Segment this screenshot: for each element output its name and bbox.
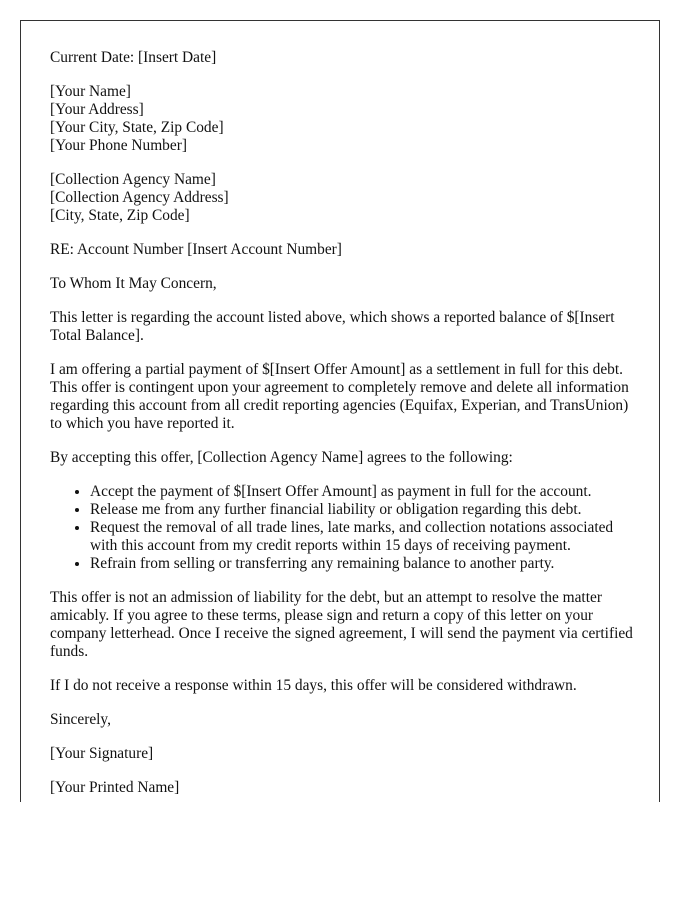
- current-date: Current Date: [Insert Date]: [50, 49, 217, 66]
- salutation: To Whom It May Concern,: [50, 275, 217, 292]
- paragraph-terms-intro: By accepting this offer, [Collection Agency Name] agrees to the following:: [50, 449, 513, 466]
- paragraph-balance: This letter is regarding the account listed above, which shows a reported balance of $[Insert Total Balance].: [50, 309, 615, 344]
- terms-list: [50, 483, 640, 573]
- sender-city: [Your City, State, Zip Code]: [50, 119, 224, 136]
- paragraph-offer: I am offering a partial payment of $[Insert Offer Amount] as a settlement in full for this debt. This offer is contingent upon your agreement to completely remove and delete all information regarding this account from all credit reporting agencies (Equifax, Experian, and TransUnion) to which you have reported it.: [50, 361, 629, 432]
- re-line: RE: Account Number [Insert Account Number]: [50, 241, 342, 258]
- recipient-address: [50, 171, 640, 225]
- signature: [Your Signature]: [50, 745, 154, 762]
- letter-content: [50, 49, 640, 802]
- sender-address: [50, 83, 640, 155]
- paragraph-deadline: If I do not receive a response within 15 days, this offer will be considered withdrawn.: [50, 677, 577, 694]
- term-item: • Refrain from selling or transferring any remaining balance to another party.: [90, 555, 640, 573]
- recipient-city: [City, State, Zip Code]: [50, 207, 190, 224]
- term-item: • Request the removal of all trade lines, late marks, and collection notations associated with this account from my credit reports within 15 days of receiving payment.: [90, 519, 640, 555]
- sign-off: Sincerely,: [50, 711, 111, 728]
- recipient-street: [Collection Agency Address]: [50, 189, 229, 206]
- printed-name: [Your Printed Name]: [50, 779, 180, 796]
- sender-street: [Your Address]: [50, 101, 144, 118]
- paragraph-liability: This offer is not an admission of liability for the debt, but an attempt to resolve the matter amicably. If you agree to these terms, please sign and return a copy of this letter on your company letterhead. Once I receive the signed agreement, I will send the payment via certified funds.: [50, 589, 633, 660]
- sender-name: [Your Name]: [50, 83, 131, 100]
- recipient-name: [Collection Agency Name]: [50, 171, 216, 188]
- term-item: • Accept the payment of $[Insert Offer Amount] as payment in full for the account.: [90, 483, 640, 501]
- term-item: • Release me from any further financial liability or obligation regarding this debt.: [90, 501, 640, 519]
- letter-page: [20, 20, 660, 802]
- sender-phone: [Your Phone Number]: [50, 137, 187, 154]
